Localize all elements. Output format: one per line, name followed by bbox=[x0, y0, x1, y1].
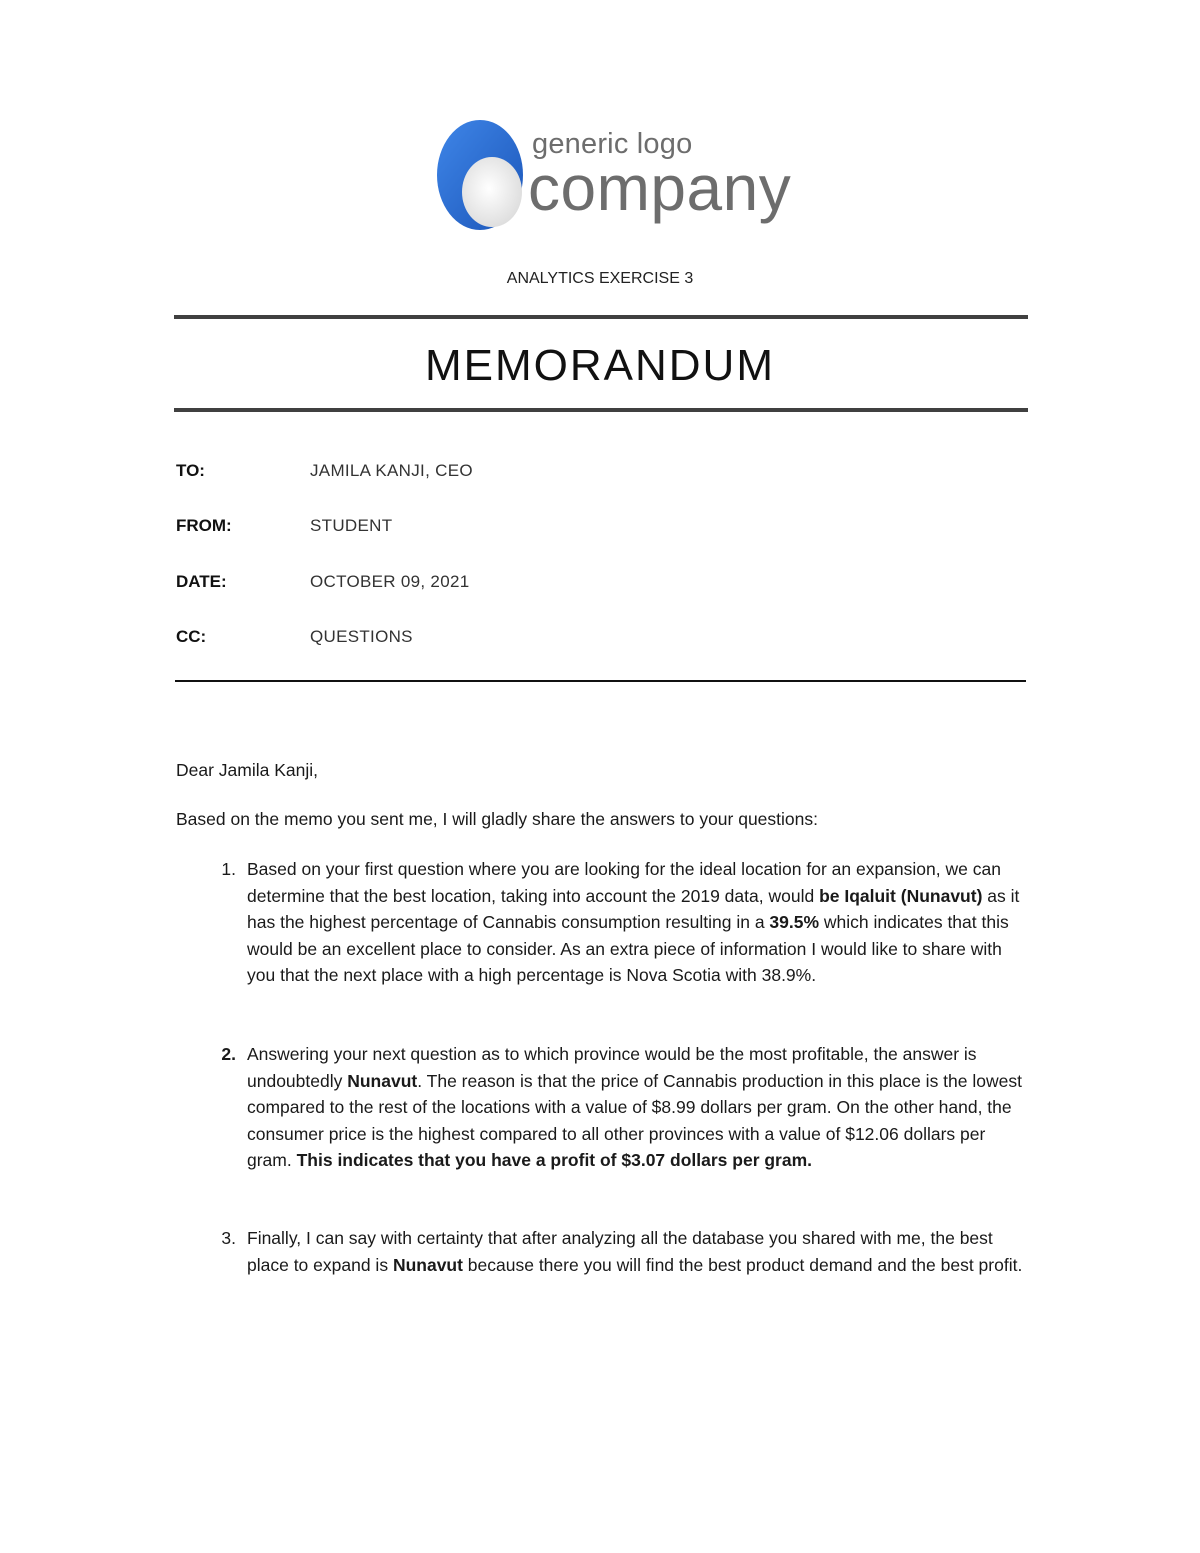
company-logo bbox=[436, 116, 792, 234]
answer-segment: as it has the highest percentage of Cannabis consumption resulting in a bbox=[247, 885, 1020, 932]
to-label: TO: bbox=[176, 461, 205, 480]
memo-title: MEMORANDUM bbox=[425, 341, 775, 390]
answer-item-2 bbox=[176, 1041, 1036, 1174]
answer-number: 2. bbox=[221, 1044, 236, 1064]
cc-value: QUESTIONS bbox=[310, 627, 413, 646]
answer-segment-bold: be Iqaluit (Nunavut) bbox=[819, 885, 983, 906]
answer-segment: Finally, I can say with certainty that after analyzing all the database you shared with me, the best place to expand is bbox=[247, 1228, 993, 1275]
answer-segment: because there you will find the best product demand and the best profit. bbox=[462, 1254, 1023, 1275]
answer-segment: which indicates that this would be an excellent place to consider. As an extra piece of information I would like to share with you that the next place with a high percentage is Nova Scotia with 38.9%. bbox=[247, 912, 1009, 985]
date-label: DATE: bbox=[176, 572, 227, 591]
answer-number: 1. bbox=[221, 859, 236, 879]
header-divider bbox=[175, 680, 1026, 682]
answer-text bbox=[247, 1041, 1027, 1174]
answer-segment-bold: 39.5% bbox=[769, 912, 820, 932]
answer-segment-bold: This indicates that you have a profit of $3.07 dollars per gram bbox=[296, 1150, 808, 1170]
from-value: STUDENT bbox=[310, 516, 393, 535]
answer-item-3 bbox=[176, 1225, 1036, 1278]
answer-segment: . bbox=[807, 1150, 813, 1170]
answer-segment: Answering your next question as to which province would be the most profitable, the answer is undoubtedly bbox=[247, 1044, 977, 1091]
memo-subtitle: ANALYTICS EXERCISE 3 bbox=[506, 270, 694, 287]
date-value: OCTOBER 09, 2021 bbox=[310, 572, 470, 591]
cc-label: CC: bbox=[176, 627, 207, 646]
greeting: Dear Jamila Kanji, bbox=[176, 760, 318, 780]
answer-segment: Based on your first question where you are looking for the ideal location for an expansion, we can determine that the best location, taking into account the 2019 data, would bbox=[247, 859, 1001, 906]
answer-segment: . The reason is that the price of Cannabis production in this place is the lowest compared to the rest of the locations with a value of $8.99 dollars per gram. On the other hand, the consumer price is the highest compared to all other provinces with a value of $12.06 dollars per gram. bbox=[247, 1070, 1022, 1170]
answer-text bbox=[247, 1225, 1027, 1278]
answer-number: 3. bbox=[221, 1228, 236, 1248]
answer-segment-bold: Nunavut bbox=[347, 1070, 418, 1091]
answer-text bbox=[247, 856, 1027, 989]
top-divider bbox=[174, 315, 1028, 319]
logo-text-line1: generic logo bbox=[532, 128, 693, 160]
logo-circle-icon bbox=[436, 116, 536, 234]
answer-segment-bold: Nunavut bbox=[392, 1254, 463, 1275]
to-value: JAMILA KANJI, CEO bbox=[310, 461, 473, 480]
answer-item-1 bbox=[176, 856, 1036, 989]
from-label: FROM: bbox=[176, 516, 232, 535]
logo-text-line2: company bbox=[528, 152, 792, 224]
intro-paragraph: Based on the memo you sent me, I will gladly share the answers to your questions: bbox=[176, 809, 818, 829]
title-divider bbox=[174, 408, 1028, 412]
